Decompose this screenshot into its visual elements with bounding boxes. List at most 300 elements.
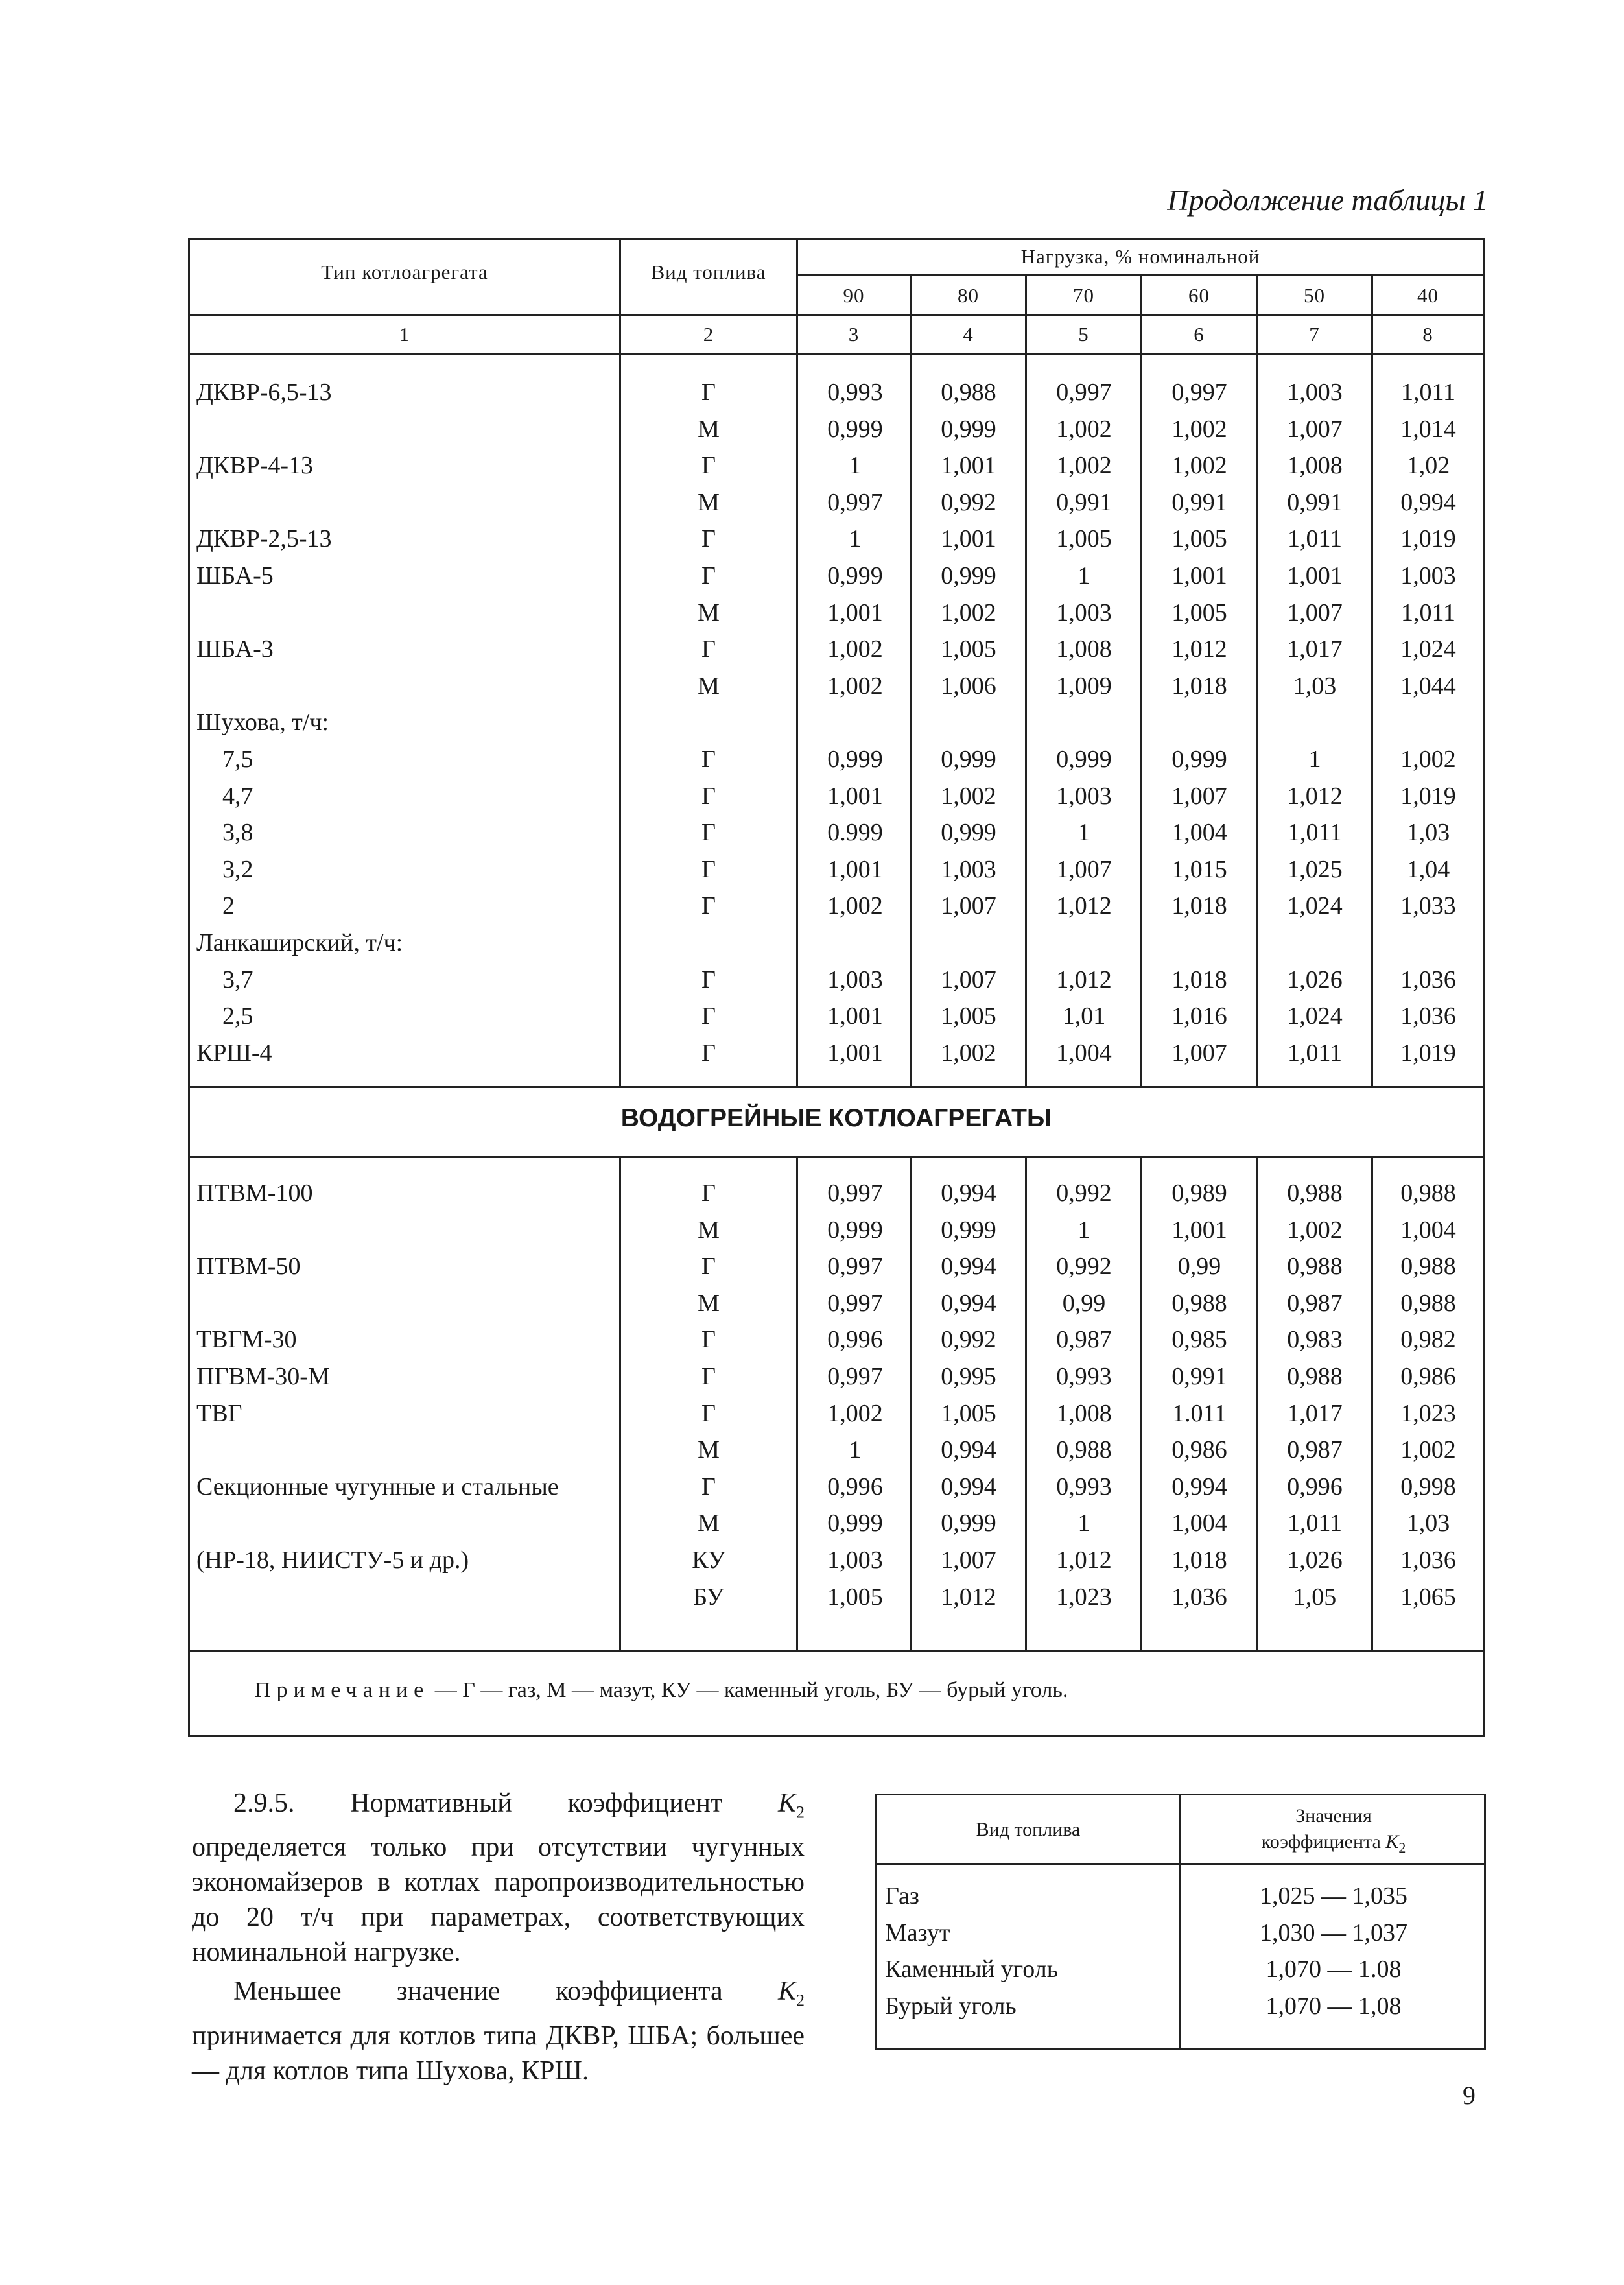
coefficient-value: 0,999 <box>827 415 883 443</box>
coefficient-value: 1,004 <box>1171 819 1227 847</box>
fuel-type: БУ <box>693 1583 724 1611</box>
coefficient-value: 1,009 <box>1056 672 1112 700</box>
coefficient-value: 1,05 <box>1293 1583 1337 1611</box>
coefficient-value: 1,007 <box>1056 855 1112 883</box>
coefficient-value: 1,01 <box>1062 1002 1106 1030</box>
coefficient-value: 1,001 <box>827 1039 883 1067</box>
coefficient-value: 1,019 <box>1400 782 1456 810</box>
coefficient-value: 1,024 <box>1287 892 1343 920</box>
table-divider <box>796 274 1483 276</box>
coefficients-table <box>188 238 1485 1737</box>
coefficient-value: 1,002 <box>1056 452 1112 480</box>
fuel-type: М <box>698 598 720 626</box>
coefficient-value: 1,04 <box>1406 855 1450 883</box>
col-number: 3 <box>848 323 860 346</box>
coefficient-value: 0,999 <box>1171 746 1227 773</box>
table-row <box>190 704 1487 740</box>
header-load-60: 60 <box>1188 284 1210 307</box>
coefficient-value: 1,019 <box>1400 525 1456 553</box>
coefficient-value: 1 <box>1308 746 1321 773</box>
k-subscript: 2 <box>796 1991 805 2010</box>
coefficient-value: 1,003 <box>1056 782 1112 810</box>
coefficient-value: 1,007 <box>1287 598 1343 626</box>
coefficient-value: 0,997 <box>827 1363 883 1390</box>
fuel-type: Г <box>701 1002 716 1030</box>
coefficient-value: 1,001 <box>941 452 996 480</box>
coefficient-value: 1,002 <box>827 672 883 700</box>
coefficient-value: 1,002 <box>1056 415 1112 443</box>
coefficient-value: 1 <box>849 452 862 480</box>
fuel-type: Г <box>701 1179 716 1207</box>
coefficient-value: 0,999 <box>941 1510 996 1537</box>
boiler-type: 3,8 <box>222 819 253 847</box>
coefficient-value: 1,012 <box>1171 635 1227 663</box>
boiler-type: Секционные чугунные и стальные <box>196 1473 559 1500</box>
table-row <box>190 851 1487 888</box>
coefficient-value: 0,987 <box>1287 1289 1343 1317</box>
coefficient-value: 1,004 <box>1056 1039 1112 1067</box>
table-row <box>190 814 1487 851</box>
fuel-type: Г <box>701 892 716 920</box>
coefficient-value: 1,001 <box>1171 562 1227 589</box>
coefficient-value: 0,994 <box>941 1179 996 1207</box>
coefficient-value: 1,011 <box>1400 379 1456 406</box>
coefficient-value: 1,005 <box>1056 525 1112 553</box>
coefficient-value: 1,018 <box>1171 965 1227 993</box>
coefficient-value: 1,005 <box>941 1399 996 1427</box>
coefficient-value: 0,988 <box>1287 1253 1343 1281</box>
boiler-type: 7,5 <box>222 746 253 773</box>
k2-header-line: коэффициента <box>1261 1831 1386 1853</box>
k2-fuel: Газ <box>885 1882 919 1910</box>
table-row <box>190 778 1487 814</box>
section-title: ВОДОГРЕЙНЫЕ КОТЛОАГРЕГАТЫ <box>620 1104 1052 1132</box>
coefficient-value: 0,999 <box>941 415 996 443</box>
boiler-type: ДКВР-6,5-13 <box>196 379 332 406</box>
coefficient-value: 1,003 <box>827 1546 883 1574</box>
table-row <box>190 1432 1487 1468</box>
coefficient-value: 0,996 <box>827 1326 883 1354</box>
coefficient-value: 1,003 <box>941 855 996 883</box>
k2-fuel: Каменный уголь <box>885 1956 1059 1983</box>
coefficient-value: 1,012 <box>1287 782 1343 810</box>
fuel-type: М <box>698 1216 720 1244</box>
header-load: Нагрузка, % номинальной <box>1020 245 1260 268</box>
coefficient-value: 1,018 <box>1171 892 1227 920</box>
k-symbol: K <box>777 1788 796 1818</box>
coefficient-value: 1,044 <box>1400 672 1456 700</box>
coefficient-value: 0,997 <box>1056 379 1112 406</box>
table-caption: Продолжение таблицы 1 <box>1167 184 1488 217</box>
table-row <box>190 558 1487 594</box>
coefficient-value: 1,03 <box>1293 672 1337 700</box>
coefficient-value: 0,992 <box>941 488 996 516</box>
coefficient-value: 1,003 <box>1400 562 1456 589</box>
coefficient-value: 1,005 <box>1171 525 1227 553</box>
coefficient-value: 1,017 <box>1287 635 1343 663</box>
table-row <box>190 1212 1487 1248</box>
coefficient-value: 0,988 <box>1400 1253 1456 1281</box>
fuel-type: Г <box>701 1039 716 1067</box>
coefficient-value: 0,991 <box>1171 488 1227 516</box>
coefficient-value: 1,012 <box>1056 965 1112 993</box>
coefficient-value: 0,983 <box>1287 1326 1343 1354</box>
coefficient-value: 1,007 <box>1171 1039 1227 1067</box>
coefficient-value: 1,007 <box>941 1546 996 1574</box>
coefficient-value: 1,001 <box>1287 562 1343 589</box>
table-row <box>190 374 1487 410</box>
boiler-type: ШБА-3 <box>196 635 274 663</box>
coefficient-value: 0,992 <box>1056 1253 1112 1281</box>
coefficient-value: 1 <box>1077 1216 1090 1244</box>
coefficient-value: 1,036 <box>1400 1546 1456 1574</box>
fuel-type: Г <box>701 1399 716 1427</box>
coefficient-value: 0,99 <box>1177 1253 1221 1281</box>
coefficient-value: 1,007 <box>941 892 996 920</box>
note-label: Примечание <box>255 1678 430 1702</box>
k2-row <box>877 1919 1484 1955</box>
coefficient-value: 1,014 <box>1400 415 1456 443</box>
fuel-type: М <box>698 415 720 443</box>
table-row <box>190 1175 1487 1211</box>
table-row <box>190 631 1487 667</box>
coefficient-value: 1,025 <box>1287 855 1343 883</box>
coefficient-value: 1,016 <box>1171 1002 1227 1030</box>
table-row <box>190 447 1487 484</box>
note-text: — Г — газ, М — мазут, КУ — каменный уголь, БУ — бурый уголь. <box>429 1678 1068 1702</box>
coefficient-value: 1,003 <box>1056 598 1112 626</box>
boiler-type: 2,5 <box>222 1002 253 1030</box>
coefficient-value: 1,002 <box>827 635 883 663</box>
fuel-type: Г <box>701 635 716 663</box>
coefficient-value: 0,992 <box>941 1326 996 1354</box>
table-divider <box>190 1156 1483 1158</box>
coefficient-value: 0,988 <box>1056 1436 1112 1464</box>
paragraph-text: определяется только при отсутствии чугунных экономайзеров в котлах паропроизводительностью до 20 т/ч при параметрах, соответствующих номинальной нагрузке. <box>192 1832 805 1968</box>
coefficient-value: 0,988 <box>1400 1289 1456 1317</box>
boiler-type: ДКВР-2,5-13 <box>196 525 332 553</box>
coefficient-value: 1,002 <box>1400 1436 1456 1464</box>
boiler-type: 3,2 <box>222 855 253 883</box>
coefficient-value: 0,999 <box>1056 746 1112 773</box>
boiler-type: 2 <box>222 892 235 920</box>
table-row <box>190 741 1487 777</box>
table-divider <box>877 1863 1484 1865</box>
k2-fuel: Мазут <box>885 1919 950 1947</box>
coefficient-value: 1,004 <box>1171 1510 1227 1537</box>
boiler-type: Шухова, т/ч: <box>196 709 329 737</box>
header-load-70: 70 <box>1073 284 1094 307</box>
coefficient-value: 0,994 <box>941 1473 996 1500</box>
fuel-type: Г <box>701 782 716 810</box>
coefficient-value: 0,996 <box>827 1473 883 1500</box>
coefficient-value: 1,036 <box>1400 965 1456 993</box>
coefficient-value: 1 <box>1077 819 1090 847</box>
table-row <box>190 1542 1487 1578</box>
coefficient-value: 1,024 <box>1287 1002 1343 1030</box>
coefficient-value: 1,017 <box>1287 1399 1343 1427</box>
coefficient-value: 1,001 <box>941 525 996 553</box>
fuel-type: М <box>698 1289 720 1317</box>
fuel-type: Г <box>701 1363 716 1390</box>
coefficient-value: 0,998 <box>1400 1473 1456 1500</box>
coefficient-value: 0,997 <box>827 1179 883 1207</box>
coefficient-value: 0,994 <box>941 1253 996 1281</box>
coefficient-value: 0,999 <box>941 1216 996 1244</box>
k2-table <box>875 1794 1486 2050</box>
coefficient-value: 1,026 <box>1287 965 1343 993</box>
header-load-90: 90 <box>843 284 865 307</box>
coefficient-value: 0,994 <box>941 1289 996 1317</box>
fuel-type: Г <box>701 1473 716 1500</box>
boiler-type: 4,7 <box>222 782 253 810</box>
coefficient-value: 0,999 <box>941 562 996 589</box>
boiler-type: ПТВМ-50 <box>196 1253 301 1281</box>
coefficient-value: 1,011 <box>1287 1039 1343 1067</box>
coefficient-value: 1,024 <box>1400 635 1456 663</box>
coefficient-value: 1,002 <box>941 598 996 626</box>
header-load-80: 80 <box>958 284 979 307</box>
coefficient-value: 1,036 <box>1171 1583 1227 1611</box>
table-row <box>190 1579 1487 1615</box>
fuel-type: М <box>698 488 720 516</box>
coefficient-value: 1,001 <box>827 855 883 883</box>
coefficient-value: 1,001 <box>827 598 883 626</box>
coefficient-value: 1,065 <box>1400 1583 1456 1611</box>
coefficient-value: 1,005 <box>941 1002 996 1030</box>
coefficient-value: 1,015 <box>1171 855 1227 883</box>
coefficient-value: 0,997 <box>827 488 883 516</box>
coefficient-value: 0,997 <box>827 1253 883 1281</box>
table-divider <box>190 1650 1483 1652</box>
coefficient-value: 1,011 <box>1287 525 1343 553</box>
header-load-40: 40 <box>1417 284 1439 307</box>
coefficient-value: 0,994 <box>1400 488 1456 516</box>
coefficient-value: 0,997 <box>827 1289 883 1317</box>
k-symbol: K <box>777 1976 796 2007</box>
coefficient-value: 0,988 <box>1287 1363 1343 1390</box>
boiler-type: ШБА-5 <box>196 562 274 589</box>
coefficient-value: 1 <box>1077 1510 1090 1537</box>
fuel-type: Г <box>701 746 716 773</box>
table-row <box>190 888 1487 924</box>
table-row <box>190 1285 1487 1321</box>
table-row <box>190 595 1487 631</box>
table-row <box>190 1035 1487 1071</box>
coefficient-value: 1,006 <box>941 672 996 700</box>
table-row <box>190 484 1487 521</box>
coefficient-value: 1,003 <box>827 965 883 993</box>
paragraph-2 <box>192 1974 805 2088</box>
coefficient-value: 1,011 <box>1287 819 1343 847</box>
table-row <box>190 1505 1487 1541</box>
coefficient-value: 1,001 <box>827 1002 883 1030</box>
coefficient-value: 1,012 <box>1056 892 1112 920</box>
coefficient-value: 1,019 <box>1400 1039 1456 1067</box>
coefficient-value: 1,008 <box>1056 635 1112 663</box>
coefficient-value: 0,988 <box>1171 1289 1227 1317</box>
coefficient-value: 0,985 <box>1171 1326 1227 1354</box>
boiler-type: 3,7 <box>222 965 253 993</box>
coefficient-value: 1,018 <box>1171 672 1227 700</box>
coefficient-value: 0,986 <box>1171 1436 1227 1464</box>
k2-row <box>877 1882 1484 1918</box>
k-symbol: K <box>1385 1831 1399 1853</box>
coefficient-value: 1,005 <box>827 1583 883 1611</box>
paragraph-text: 2.9.5. Нормативный коэффициент <box>233 1788 778 1818</box>
boiler-type: ТВГМ-30 <box>196 1326 297 1354</box>
coefficient-value: 1,007 <box>1287 415 1343 443</box>
coefficient-value: 1.011 <box>1171 1399 1227 1427</box>
coefficient-value: 1,011 <box>1287 1510 1343 1537</box>
coefficient-value: 1,001 <box>1171 1216 1227 1244</box>
coefficient-value: 0.999 <box>827 819 883 847</box>
coefficient-value: 0,982 <box>1400 1326 1456 1354</box>
coefficient-value: 1,002 <box>1171 415 1227 443</box>
table-divider <box>190 314 1483 316</box>
coefficient-value: 0,991 <box>1056 488 1112 516</box>
k2-header-fuel: Вид топлива <box>976 1819 1081 1840</box>
coefficient-value: 0,987 <box>1287 1436 1343 1464</box>
table-row <box>190 668 1487 704</box>
fuel-type: Г <box>701 1326 716 1354</box>
table-row <box>190 521 1487 557</box>
table-row <box>190 962 1487 998</box>
coefficient-value: 1,008 <box>1287 452 1343 480</box>
paragraph-1 <box>192 1786 805 1970</box>
k2-row <box>877 1992 1484 2028</box>
coefficient-value: 0,989 <box>1171 1179 1227 1207</box>
k2-value: 1,025 — 1,035 <box>1260 1882 1407 1910</box>
coefficient-value: 0,997 <box>1171 379 1227 406</box>
coefficient-value: 1 <box>849 1436 862 1464</box>
fuel-type: Г <box>701 452 716 480</box>
fuel-type: М <box>698 1436 720 1464</box>
fuel-type: М <box>698 1510 720 1537</box>
coefficient-value: 1,002 <box>1287 1216 1343 1244</box>
coefficient-value: 1,002 <box>1171 452 1227 480</box>
coefficient-value: 0,991 <box>1287 488 1343 516</box>
table-row <box>190 411 1487 447</box>
coefficient-value: 1,012 <box>1056 1546 1112 1574</box>
coefficient-value: 1,011 <box>1400 598 1456 626</box>
coefficient-value: 0,993 <box>1056 1363 1112 1390</box>
coefficient-value: 1,008 <box>1056 1399 1112 1427</box>
coefficient-value: 1,03 <box>1406 819 1450 847</box>
k2-header-line: Значения <box>1295 1805 1372 1827</box>
coefficient-value: 1,03 <box>1406 1510 1450 1537</box>
fuel-type: Г <box>701 1253 716 1281</box>
coefficient-value: 0,993 <box>1056 1473 1112 1500</box>
coefficient-value: 0,988 <box>1287 1179 1343 1207</box>
coefficient-value: 1,023 <box>1056 1583 1112 1611</box>
col-number: 8 <box>1422 323 1433 346</box>
section-2-9-5 <box>192 1786 805 2089</box>
table-row <box>190 1248 1487 1285</box>
boiler-type: Ланкаширский, т/ч: <box>196 929 403 956</box>
table-row <box>190 1321 1487 1358</box>
boiler-type: ПТВМ-100 <box>196 1179 313 1207</box>
header-load-50: 50 <box>1304 284 1325 307</box>
k2-value: 1,070 — 1,08 <box>1265 1992 1402 2020</box>
coefficient-value: 0,994 <box>941 1436 996 1464</box>
k2-fuel: Бурый уголь <box>885 1992 1017 2020</box>
coefficient-value: 1,007 <box>941 965 996 993</box>
table-divider <box>190 353 1483 355</box>
header-type: Тип котлоагрегата <box>321 261 488 283</box>
coefficient-value: 0,999 <box>827 1216 883 1244</box>
col-number: 4 <box>963 323 974 346</box>
coefficient-value: 1,002 <box>941 782 996 810</box>
col-number: 6 <box>1194 323 1205 346</box>
coefficient-value: 1,02 <box>1406 452 1450 480</box>
col-number: 1 <box>399 323 410 346</box>
k2-value: 1,070 — 1.08 <box>1265 1956 1402 1983</box>
coefficient-value: 0,999 <box>827 1510 883 1537</box>
fuel-type: КУ <box>692 1546 725 1574</box>
table-row <box>190 1395 1487 1432</box>
coefficient-value: 1,036 <box>1400 1002 1456 1030</box>
table-divider <box>190 1086 1483 1088</box>
coefficient-value: 0,99 <box>1062 1289 1106 1317</box>
coefficient-value: 1,004 <box>1400 1216 1456 1244</box>
k-subscript: 2 <box>1398 1840 1406 1856</box>
header-fuel: Вид топлива <box>651 261 766 283</box>
coefficient-value: 1,026 <box>1287 1546 1343 1574</box>
coefficient-value: 1 <box>849 525 862 553</box>
boiler-type: (НР-18, НИИСТУ-5 и др.) <box>196 1546 469 1574</box>
coefficient-value: 1,018 <box>1171 1546 1227 1574</box>
coefficient-value: 1,023 <box>1400 1399 1456 1427</box>
fuel-type: Г <box>701 379 716 406</box>
fuel-type: Г <box>701 562 716 589</box>
coefficient-value: 0,994 <box>1171 1473 1227 1500</box>
fuel-type: Г <box>701 525 716 553</box>
coefficient-value: 1,002 <box>827 892 883 920</box>
fuel-type: Г <box>701 819 716 847</box>
col-number: 5 <box>1078 323 1089 346</box>
coefficient-value: 0,999 <box>941 746 996 773</box>
coefficient-value: 0,996 <box>1287 1473 1343 1500</box>
k2-row <box>877 1955 1484 1991</box>
coefficient-value: 1,005 <box>941 635 996 663</box>
coefficient-value: 0,986 <box>1400 1363 1456 1390</box>
fuel-type: Г <box>701 855 716 883</box>
boiler-type: ДКВР-4-13 <box>196 452 314 480</box>
coefficient-value: 1,002 <box>827 1399 883 1427</box>
fuel-type: Г <box>701 965 716 993</box>
coefficient-value: 0,987 <box>1056 1326 1112 1354</box>
coefficient-value: 1,007 <box>1171 782 1227 810</box>
k-subscript: 2 <box>796 1803 805 1822</box>
col-number: 7 <box>1309 323 1320 346</box>
k2-value: 1,030 — 1,037 <box>1260 1919 1407 1947</box>
coefficient-value: 0,999 <box>827 562 883 589</box>
coefficient-value: 1,033 <box>1400 892 1456 920</box>
coefficient-value: 0,999 <box>941 819 996 847</box>
fuel-type: М <box>698 672 720 700</box>
table-note <box>255 1678 1068 1703</box>
coefficient-value: 1,012 <box>941 1583 996 1611</box>
coefficient-value: 0,992 <box>1056 1179 1112 1207</box>
coefficient-value: 0,995 <box>941 1363 996 1390</box>
paragraph-text: принимается для котлов типа ДКВР, ШБА; большее — для котлов типа Шухова, КРШ. <box>192 2020 805 2086</box>
coefficient-value: 1,002 <box>941 1039 996 1067</box>
table-row <box>190 1358 1487 1395</box>
boiler-type: ПГВМ-30-М <box>196 1363 330 1390</box>
table-row <box>190 998 1487 1034</box>
coefficient-value: 1,002 <box>1400 746 1456 773</box>
